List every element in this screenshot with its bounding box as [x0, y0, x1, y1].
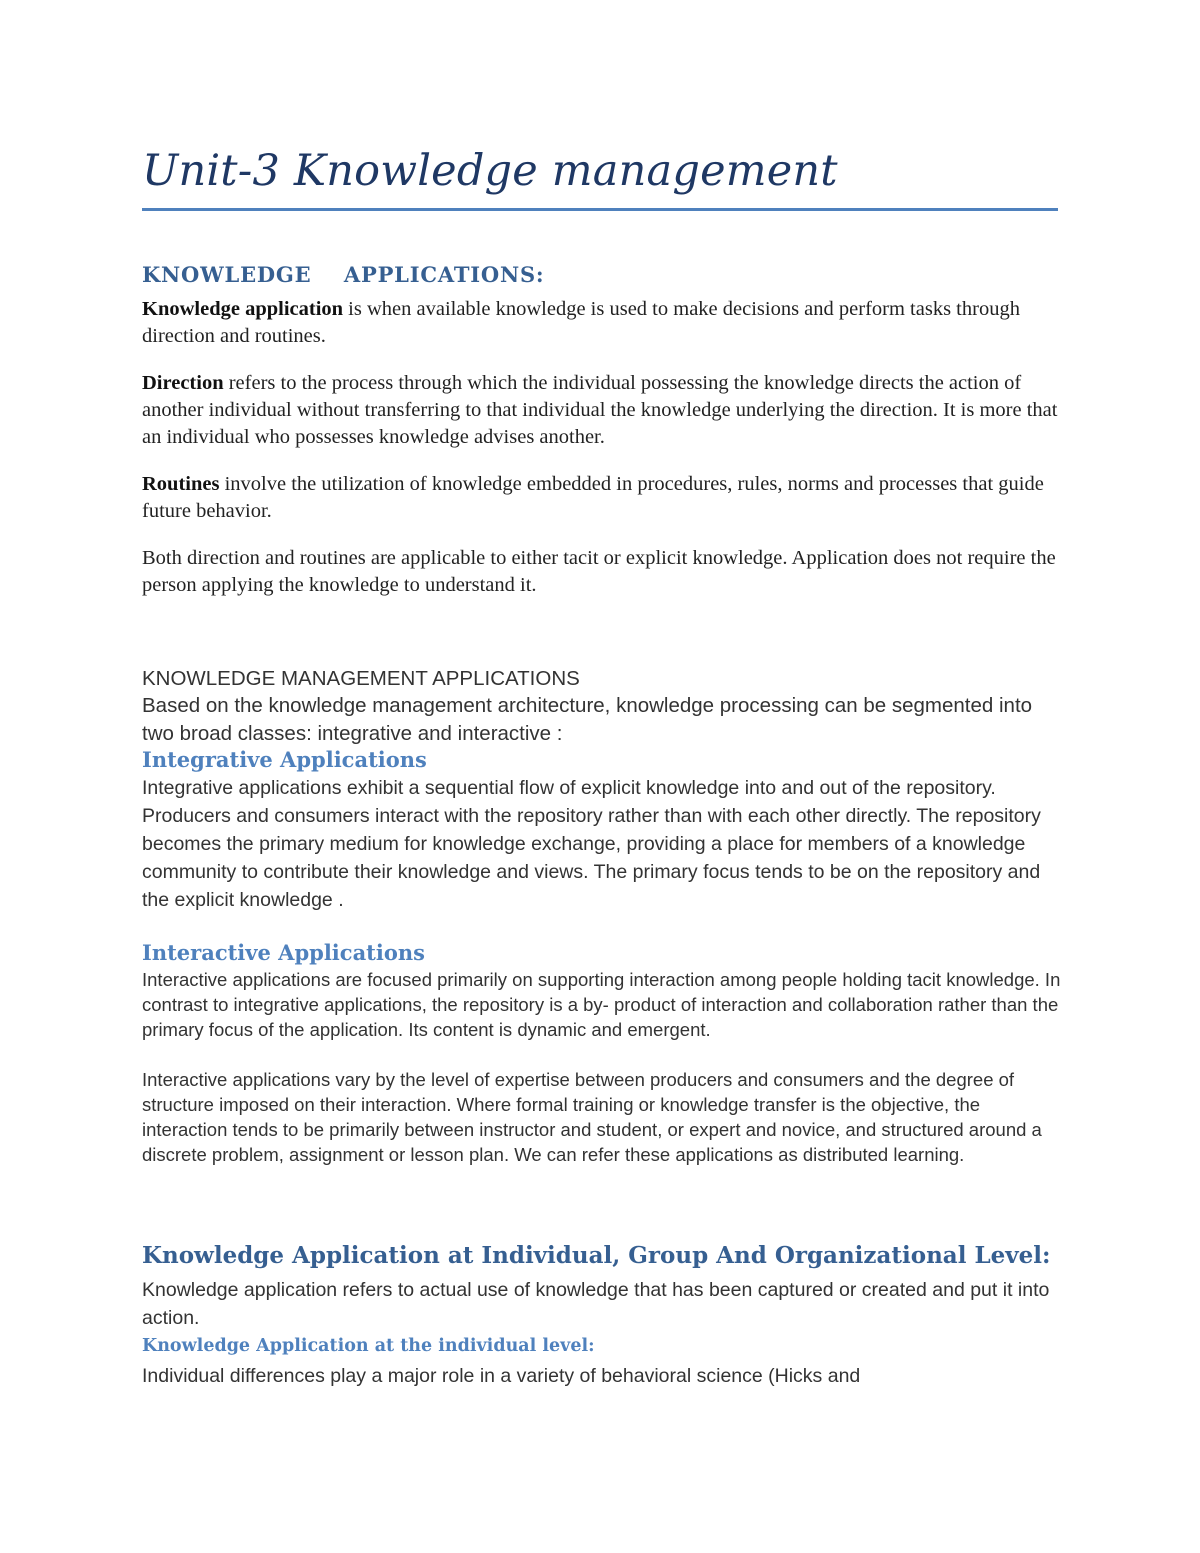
- paragraph-interactive-applications-1: Interactive applications are focused primarily on supporting interaction among people holding tacit knowledge. In contrast to integrative applications, the repository is a by- product of interaction and collaboration rather than the primary focus of the application. Its content is dynamic and emergent.: [142, 969, 1061, 1040]
- paragraph-km-intro: Based on the knowledge management architecture, knowledge processing can be segmented into two broad classes: integrative and interactive :: [142, 694, 1033, 745]
- term-routines: Routines: [142, 473, 220, 495]
- paragraph-knowledge-application: [142, 296, 1062, 350]
- paragraph-interactive-applications-2: Interactive applications vary by the level of expertise between producers and consumers and the degree of structure imposed on their interaction. Where formal training or knowledge transfer is the objective, the interaction tends to be primarily between instructor and student, or expert and novice, and structured around a discrete problem, assignment or lesson plan. We can refer these applications as distributed learning.: [142, 1069, 1042, 1165]
- paragraph-individual-level: Individual differences play a major role in a variety of behavioral science (Hicks and: [142, 1365, 861, 1387]
- section-heading-knowledge-application-levels: Knowledge Application at Individual, Group And Organizational Level:: [142, 1242, 1051, 1269]
- section-heading-knowledge-applications: KNOWLEDGE APPLICATIONS:: [142, 262, 545, 287]
- paragraph-text: involve the utilization of knowledge embedded in procedures, rules, norms and processes that guide future behavior.: [142, 473, 1044, 522]
- paragraph-knowledge-application-definition: Knowledge application refers to actual use of knowledge that has been captured or created and put it into action.: [142, 1279, 1050, 1329]
- paragraph-routines: [142, 471, 1062, 525]
- paragraph-both-direction-routines: Both direction and routines are applicable to either tacit or explicit knowledge. Application does not require the person applying the knowledge to understand it.: [142, 547, 1056, 596]
- paragraph-direction: [142, 370, 1062, 451]
- subheading-integrative-applications: Integrative Applications: [142, 747, 427, 772]
- term-direction: Direction: [142, 372, 224, 394]
- section-heading-km-applications: KNOWLEDGE MANAGEMENT APPLICATIONS: [142, 667, 580, 690]
- page-title: Unit-3 Knowledge management: [142, 146, 838, 196]
- paragraph-text: is when available knowledge is used to make decisions and perform tasks through direction and routines.: [142, 298, 1020, 347]
- term-knowledge-application: Knowledge application: [142, 298, 344, 320]
- subheading-interactive-applications: Interactive Applications: [142, 940, 425, 965]
- paragraph-integrative-applications: Integrative applications exhibit a sequential flow of explicit knowledge into and out of the repository. Producers and consumers interact with the repository rather than with each other directly. The repository becomes the primary medium for knowledge exchange, providing a place for members of a knowledge community to contribute their knowledge and views. The primary focus tends to be on the repository and the explicit knowledge .: [142, 777, 1041, 911]
- subheading-individual-level: Knowledge Application at the individual level:: [142, 1336, 595, 1356]
- title-divider: [142, 208, 1058, 211]
- paragraph-text: refers to the process through which the individual possessing the knowledge directs the action of another individual without transferring to that individual the knowledge underlying the direction. It is more that an individual who possesses knowledge advises another.: [142, 372, 1058, 448]
